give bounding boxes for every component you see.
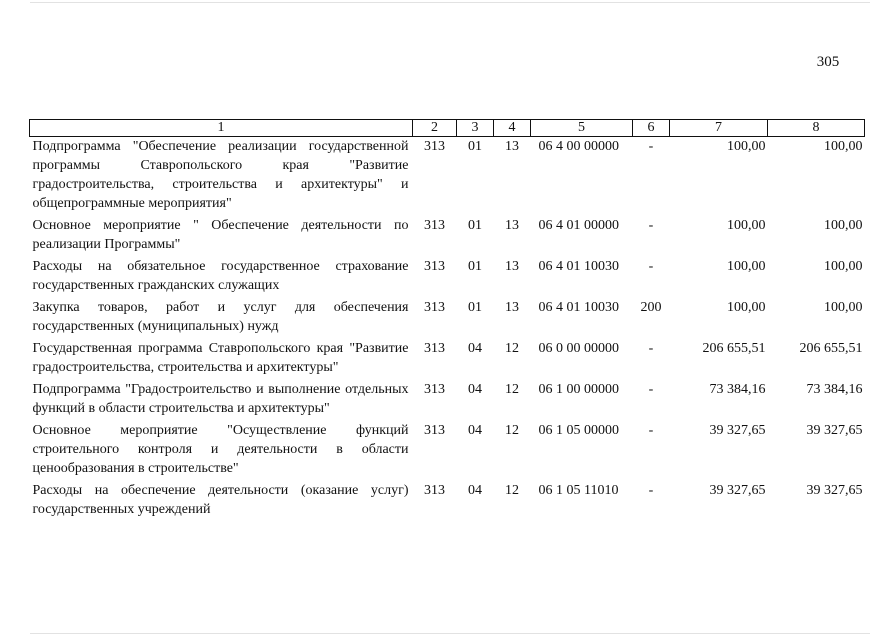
- row-vr: -: [648, 423, 654, 438]
- row-sum-2: 100,00: [824, 259, 863, 274]
- header-col-8: 8: [768, 120, 865, 137]
- row-pr: 13: [505, 259, 519, 274]
- row-ved: 313: [424, 139, 445, 154]
- table-row: [30, 137, 865, 217]
- row-csr: 06 4 01 10030: [538, 259, 619, 274]
- row-csr: 06 4 01 10030: [538, 300, 619, 315]
- row-ved: 313: [424, 382, 445, 397]
- row-csr: 06 1 05 00000: [538, 423, 619, 438]
- row-ved: 313: [424, 483, 445, 498]
- row-csr: 06 0 00 00000: [538, 341, 619, 356]
- row-ved: 313: [424, 259, 445, 274]
- row-sum-2: 39 327,65: [806, 483, 863, 498]
- row-pr: 12: [505, 483, 519, 498]
- row-vr: -: [648, 139, 654, 154]
- row-sum-1: 100,00: [727, 218, 766, 233]
- row-ved: 313: [424, 423, 445, 438]
- row-rz: 01: [468, 218, 482, 233]
- table-row: [30, 339, 865, 380]
- row-ved: 313: [424, 218, 445, 233]
- row-rz: 01: [468, 259, 482, 274]
- row-rz: 04: [468, 341, 482, 356]
- row-csr: 06 4 00 00000: [538, 139, 619, 154]
- row-sum-2: 39 327,65: [806, 423, 863, 438]
- row-sum-2: 100,00: [824, 300, 863, 315]
- header-col-5: 5: [531, 120, 633, 137]
- row-rz: 04: [468, 382, 482, 397]
- row-vr: -: [648, 341, 654, 356]
- row-sum-1: 39 327,65: [709, 423, 766, 438]
- row-sum-2: 100,00: [824, 139, 863, 154]
- row-name: Подпрограмма "Обеспечение реализации государственной программы Ставропольского края "Развитие градостроительства, строительства и архитектуры" и общепрограммные мероприятия": [32, 139, 409, 211]
- budget-table: [29, 119, 865, 522]
- row-sum-2: 73 384,16: [806, 382, 863, 397]
- row-sum-1: 100,00: [727, 300, 766, 315]
- table-row: [30, 298, 865, 339]
- header-col-6: 6: [633, 120, 670, 137]
- row-pr: 13: [505, 300, 519, 315]
- row-vr: 200: [640, 300, 662, 315]
- row-vr: -: [648, 483, 654, 498]
- row-ved: 313: [424, 300, 445, 315]
- page-number: 305: [816, 54, 840, 70]
- row-rz: 04: [468, 483, 482, 498]
- header-row: [30, 120, 865, 137]
- row-sum-2: 206 655,51: [799, 341, 863, 356]
- row-name: Государственная программа Ставропольского края "Развитие градостроительства, строительства и архитектуры": [32, 341, 409, 375]
- scan-artifact-top: [30, 2, 870, 3]
- row-sum-1: 100,00: [727, 259, 766, 274]
- row-ved: 313: [424, 341, 445, 356]
- row-pr: 12: [505, 423, 519, 438]
- table-row: [30, 481, 865, 522]
- scan-artifact-bottom: [30, 633, 870, 634]
- row-pr: 12: [505, 382, 519, 397]
- row-csr: 06 1 00 00000: [538, 382, 619, 397]
- row-vr: -: [648, 218, 654, 233]
- row-vr: -: [648, 259, 654, 274]
- row-sum-1: 39 327,65: [709, 483, 766, 498]
- row-sum-1: 73 384,16: [709, 382, 766, 397]
- row-pr: 12: [505, 341, 519, 356]
- row-name: Основное мероприятие " Обеспечение деятельности по реализации Программы": [32, 218, 409, 252]
- row-sum-1: 100,00: [727, 139, 766, 154]
- header-col-1: 1: [30, 120, 413, 137]
- row-rz: 01: [468, 139, 482, 154]
- row-rz: 01: [468, 300, 482, 315]
- table-row: [30, 216, 865, 257]
- table-body: [30, 137, 865, 523]
- table-row: [30, 380, 865, 421]
- table-row: [30, 257, 865, 298]
- row-vr: -: [648, 382, 654, 397]
- row-name: Подпрограмма "Градостроительство и выполнение отдельных функций в области строительства и архитектуры": [32, 382, 409, 416]
- row-pr: 13: [505, 218, 519, 233]
- row-csr: 06 4 01 00000: [538, 218, 619, 233]
- table-row: [30, 421, 865, 481]
- header-col-7: 7: [670, 120, 768, 137]
- row-name: Закупка товаров, работ и услуг для обеспечения государственных (муниципальных) нужд: [32, 300, 409, 334]
- header-col-2: 2: [413, 120, 457, 137]
- header-col-4: 4: [494, 120, 531, 137]
- row-name: Основное мероприятие "Осуществление функций строительного контроля и деятельности в области ценообразования в строительстве": [32, 423, 409, 476]
- row-name: Расходы на обеспечение деятельности (оказание услуг) государственных учреждений: [32, 483, 409, 517]
- row-rz: 04: [468, 423, 482, 438]
- row-name: Расходы на обязательное государственное страхование государственных гражданских служащих: [32, 259, 409, 293]
- row-csr: 06 1 05 11010: [538, 483, 619, 498]
- row-sum-2: 100,00: [824, 218, 863, 233]
- row-sum-1: 206 655,51: [702, 341, 766, 356]
- table-header: [30, 120, 865, 137]
- header-col-3: 3: [457, 120, 494, 137]
- row-pr: 13: [505, 139, 519, 154]
